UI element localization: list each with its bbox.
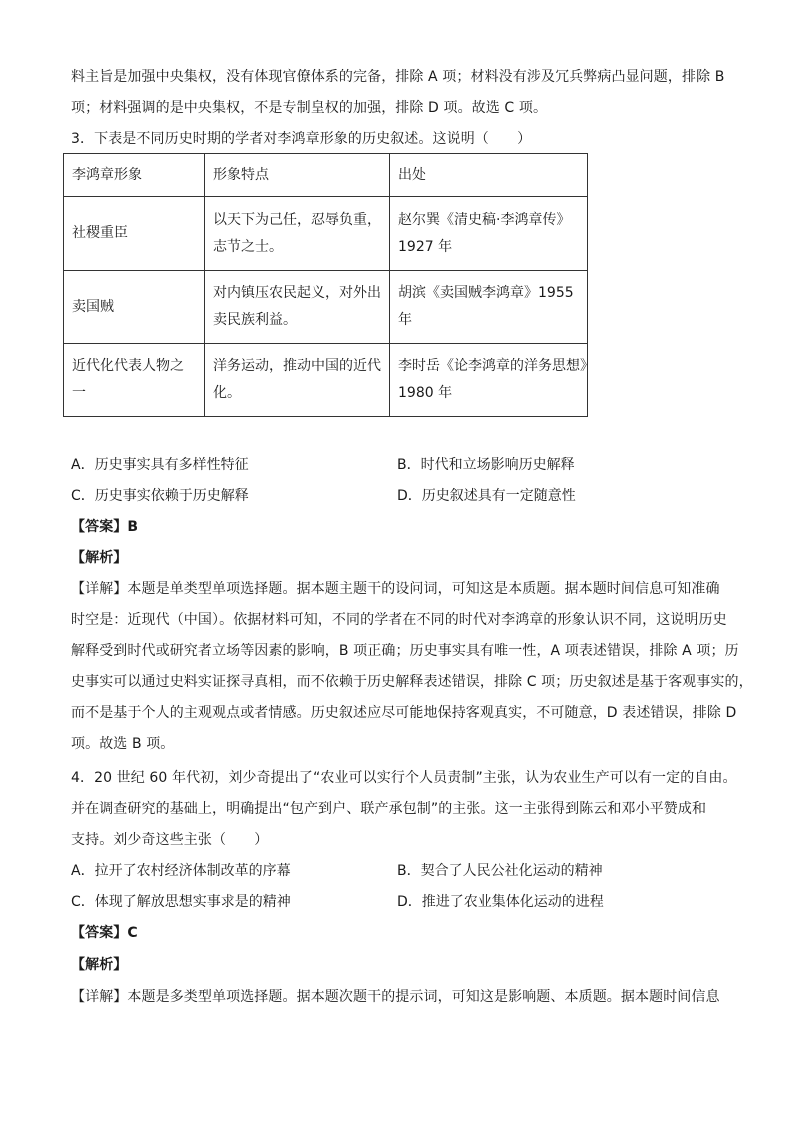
q3-option-b: B．时代和立场影响历史解释 — [397, 457, 575, 473]
table-cell — [390, 271, 588, 344]
q4-option-a: A．拉开了农村经济体制改革的序幕 — [71, 863, 291, 879]
cell-line: 对内镇压农民起义，对外出 — [213, 285, 381, 301]
q4-analysis-label: 【解析】 — [71, 957, 128, 973]
table-cell — [390, 197, 588, 271]
q4-stem-line: 并在调查研究的基础上，明确提出“包产到户、联产承包制”的主张。这一主张得到陈云和邓小平赞成和 — [71, 801, 707, 817]
cell-line: 化。 — [213, 385, 241, 401]
q2-explanation-line: 料主旨是加强中央集权，没有体现官僚体系的完备，排除 A 项；材料没有涉及冗兵弊病凸显问题，排除 B — [71, 69, 725, 85]
table-cell — [205, 271, 390, 344]
cell-line: 胡滨《卖国贼李鸿章》1955 年 — [398, 285, 574, 328]
cell-line: 洋务运动，推动中国的近代 — [213, 358, 381, 374]
cell-line: 赵尔巽《清史稿·李鸿章传》 — [398, 211, 571, 228]
q4-option-b: B．契合了人民公社化运动的精神 — [397, 863, 603, 879]
cell-line: 近代化代表人物之 — [72, 358, 184, 374]
table-row — [64, 197, 588, 271]
table-cell: 卖国贼 — [64, 271, 205, 344]
cell-line: 1980 年 — [398, 385, 453, 401]
q3-option-a: A．历史事实具有多样性特征 — [71, 457, 249, 473]
q3-option-d: D．历史叙述具有一定随意性 — [397, 488, 576, 504]
table-row — [64, 271, 588, 344]
q3-detail-line: 项。故选 B 项。 — [71, 736, 175, 752]
q3-answer: 【答案】B — [71, 519, 139, 535]
q4-option-d: D．推进了农业集体化运动的进程 — [397, 894, 604, 910]
q2-explanation-line: 项；材料强调的是中央集权，不是专制皇权的加强，排除 D 项。故选 C 项。 — [71, 100, 548, 116]
table-header-row — [64, 154, 588, 197]
cell-line: 以天下为己任，忍辱负重， — [213, 211, 381, 228]
cell-line: 一 — [72, 385, 86, 401]
cell-line: 李时岳《论李鸿章的洋务思想》 — [398, 358, 594, 374]
table-cell — [64, 344, 205, 417]
table-header: 出处 — [390, 154, 588, 197]
q3-analysis-label: 【解析】 — [71, 550, 128, 566]
q3-stem: 3．下表是不同历史时期的学者对李鸿章形象的历史叙述。这说明（ ） — [71, 131, 532, 147]
q3-detail-line: 【详解】本题是单类型单项选择题。据本题主题干的设问词，可知这是本质题。据本题时间信息可知准确 — [71, 581, 720, 597]
q3-table — [63, 153, 594, 417]
q3-detail-line: 而不是基于个人的主观观点或者情感。历史叙述应尽可能地保持客观真实，不可随意，D 表述错误，排除 D — [71, 705, 737, 721]
table-header: 李鸿章形象 — [64, 154, 205, 197]
q4-option-c: C．体现了解放思想实事求是的精神 — [71, 894, 291, 910]
q4-detail-line: 【详解】本题是多类型单项选择题。据本题次题干的提示词，可知这是影响题、本质题。据本题时间信息 — [71, 989, 720, 1005]
q3-detail-line: 史事实可以通过史料实证探寻真相，而不依赖于历史解释表述错误，排除 C 项；历史叙述是基于客观事实的， — [71, 674, 753, 690]
table-cell — [205, 344, 390, 417]
table-cell: 社稷重臣 — [64, 197, 205, 271]
q3-option-c: C．历史事实依赖于历史解释 — [71, 488, 249, 504]
q4-stem-line: 支持。刘少奇这些主张（ ） — [71, 832, 269, 848]
q4-stem-line: 4．20 世纪 60 年代初，刘少奇提出了“农业可以实行个人员责制”主张，认为农业生产可以有一定的自由。 — [71, 770, 737, 786]
cell-line: 卖民族利益。 — [213, 312, 297, 328]
q3-detail-line: 时空是：近现代（中国）。依据材料可知，不同的学者在不同的时代对李鸿章的形象认识不同，这说明历史 — [71, 612, 727, 628]
table-cell — [390, 344, 594, 417]
table-header: 形象特点 — [205, 154, 390, 197]
q4-answer: 【答案】C — [71, 925, 138, 941]
table-row — [64, 344, 588, 417]
cell-line: 1927 年 — [398, 238, 453, 255]
table-cell — [205, 197, 390, 271]
q3-detail-line: 解释受到时代或研究者立场等因素的影响，B 项正确；历史事实具有唯一性，A 项表述错误，排除 A 项；历 — [71, 643, 739, 659]
cell-line: 志节之士。 — [213, 238, 283, 255]
